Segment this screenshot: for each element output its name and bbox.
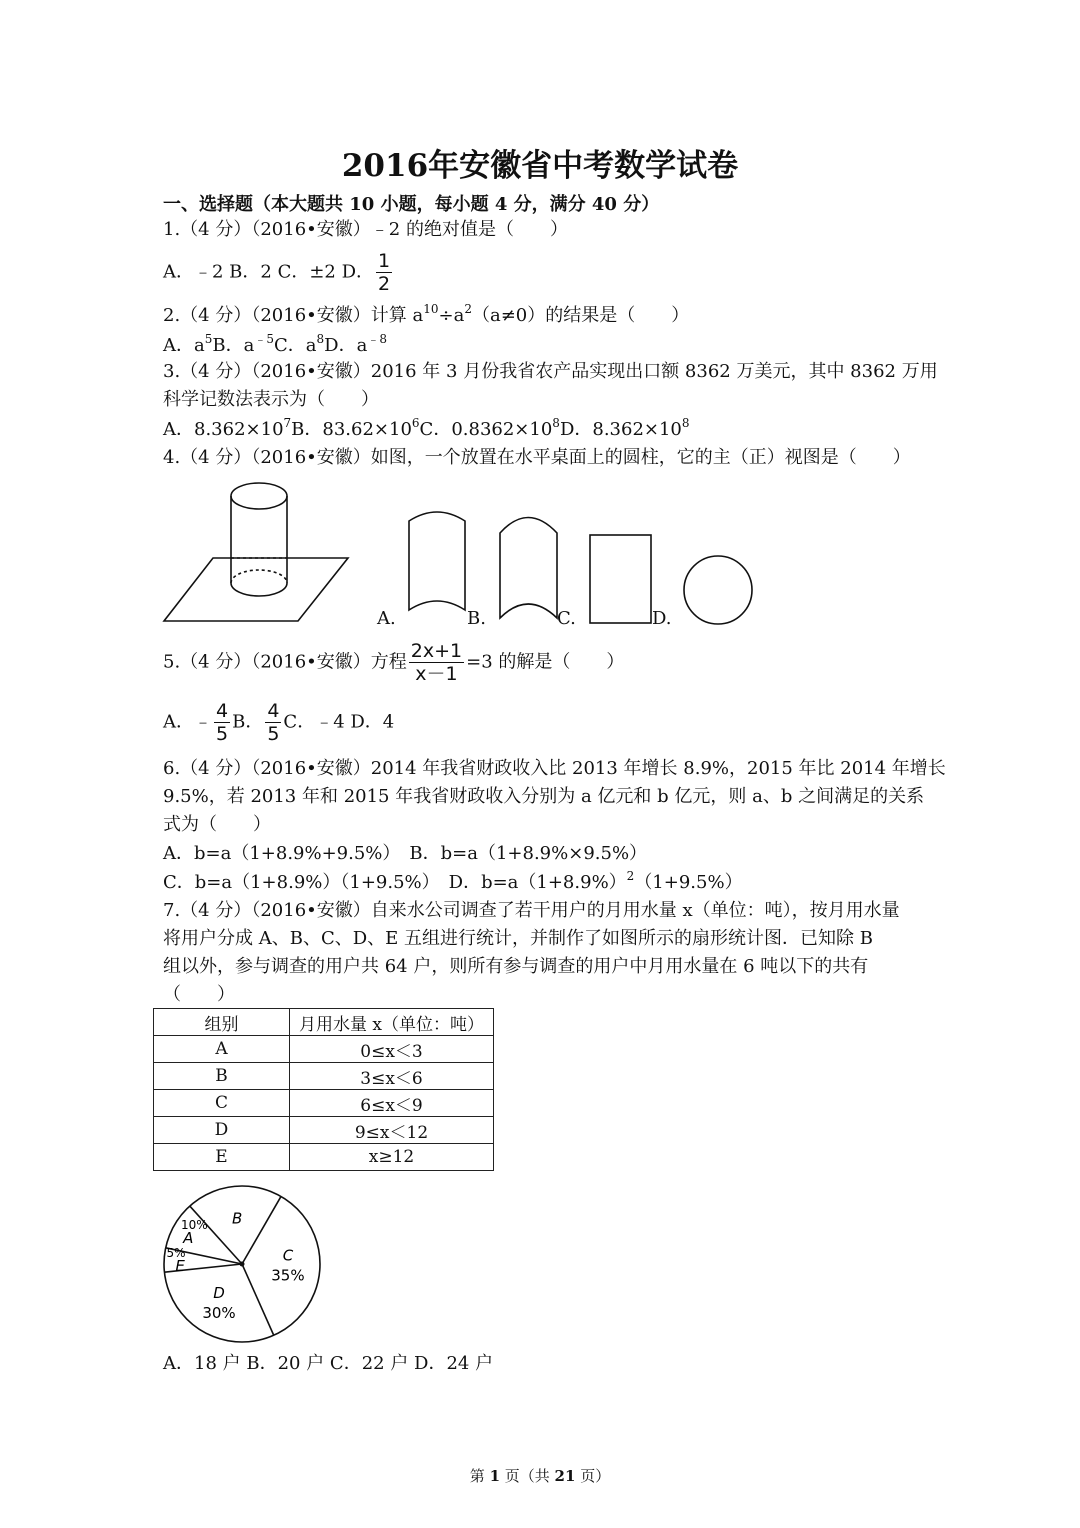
question-6-line2: 9.5%，若 2013 年和 2015 年我省财政收入分别为 a 亿元和 b 亿元，则 a、b 之间满足的关系 bbox=[163, 786, 925, 807]
pie-label-c: C bbox=[282, 1246, 294, 1265]
table-cell: A bbox=[154, 1036, 290, 1063]
q5-stem-part: 5.（4 分）（2016•安徽）方程 bbox=[163, 651, 407, 673]
question-3-line1: 3.（4 分）（2016•安徽）2016 年 3 月份我省农产品实现出口额 8362 万美元，其中 8362 万用 bbox=[163, 361, 938, 382]
q3-option-d: D．8.362×10 bbox=[559, 419, 682, 440]
q2-exponent: 2 bbox=[464, 302, 472, 316]
q2-stem-part: （a≠0）的结果是（ ） bbox=[471, 305, 690, 326]
q5-option-a: A．﹣ bbox=[163, 711, 212, 733]
table-cell: 0≤x＜3 bbox=[290, 1036, 494, 1063]
question-6-options-ab: A．b=a（1+8.9%+9.5%） B．b=a（1+8.9%×9.5%） bbox=[163, 843, 648, 864]
table-row bbox=[154, 1144, 494, 1171]
q5-stem-part: =3 的解是（ ） bbox=[466, 651, 625, 673]
cylinder-bottom-back bbox=[231, 570, 287, 583]
fraction-denominator: 5 bbox=[267, 723, 280, 745]
q2-stem-part: ÷a bbox=[438, 305, 465, 326]
q2-option-b-exp: ﹣5 bbox=[254, 332, 274, 346]
q2-option-c-exp: 8 bbox=[316, 332, 325, 346]
question-1-stem: 1.（4 分）（2016•安徽）﹣2 的绝对值是（ ） bbox=[163, 219, 568, 240]
q3-option-d-exp: 8 bbox=[681, 416, 690, 430]
q2-option-d-exp: ﹣8 bbox=[367, 332, 387, 346]
question-6-options-cd bbox=[163, 871, 743, 895]
total-pages: 21 bbox=[554, 1467, 576, 1485]
q5-options-rest: C．﹣4 D．4 bbox=[283, 711, 395, 733]
option-a-shape bbox=[409, 512, 465, 610]
q2-option-d: D．a bbox=[324, 335, 368, 356]
table-row bbox=[154, 1090, 494, 1117]
pie-value-a: 10% bbox=[180, 1218, 208, 1232]
fraction-numerator: 1 bbox=[378, 250, 391, 272]
q3-option-a-exp: 7 bbox=[283, 416, 292, 430]
q3-option-c: C．0.8362×10 bbox=[419, 419, 553, 440]
table-cell: E bbox=[154, 1144, 290, 1171]
table-cell: 6≤x＜9 bbox=[290, 1090, 494, 1117]
page-title: 2016年安徽省中考数学试卷 bbox=[341, 148, 739, 184]
table-header-row bbox=[154, 1009, 494, 1036]
q1-options-text: A．﹣2 B．2 C．±2 D． bbox=[163, 261, 375, 283]
q4-label-c: C. bbox=[557, 608, 576, 629]
option-d-circle bbox=[684, 556, 752, 624]
footer-text: 第 bbox=[469, 1467, 490, 1485]
question-5-stem bbox=[163, 640, 624, 685]
table-cell: B bbox=[154, 1063, 290, 1090]
pie-slice-boundary-d bbox=[242, 1264, 274, 1335]
fraction-denominator: 2 bbox=[378, 273, 391, 295]
q6-option-d-exp: 2 bbox=[626, 869, 635, 883]
q2-stem-part: 2.（4 分）（2016•安徽）计算 a bbox=[163, 305, 424, 326]
q2-option-c: C．a bbox=[273, 335, 317, 356]
q5-option-b-fraction bbox=[265, 700, 281, 745]
option-c-rectangle bbox=[590, 535, 651, 623]
q3-option-a: A．8.362×10 bbox=[163, 419, 284, 440]
q3-option-b-exp: 6 bbox=[411, 416, 420, 430]
q2-option-b: B．a bbox=[212, 335, 255, 356]
question-6-line3: 式为（ ） bbox=[163, 814, 271, 835]
pie-value-d: 30% bbox=[202, 1303, 236, 1322]
fraction-numerator: 2x+1 bbox=[410, 640, 463, 662]
pie-chart bbox=[162, 1184, 322, 1344]
q5-equation-fraction bbox=[409, 640, 464, 685]
water-usage-table bbox=[153, 1008, 494, 1171]
question-7-line1: 7.（4 分）（2016•安徽）自来水公司调查了若干用户的月用水量 x（单位：吨），按月用水量 bbox=[163, 900, 900, 921]
q2-option-a-exp: 5 bbox=[204, 332, 213, 346]
page-number: 1 bbox=[489, 1467, 500, 1485]
q4-label-a: A. bbox=[377, 608, 396, 629]
table-row bbox=[154, 1063, 494, 1090]
table-cell: D bbox=[154, 1117, 290, 1144]
section-heading: 一、选择题（本大题共 10 小题，每小题 4 分，满分 40 分） bbox=[163, 194, 660, 215]
q2-exponent: 10 bbox=[423, 302, 439, 316]
q6-option-d-end: （1+9.5%） bbox=[634, 872, 743, 893]
table-row bbox=[154, 1117, 494, 1144]
question-6-line1: 6.（4 分）（2016•安徽）2014 年我省财政收入比 2013 年增长 8.9%，2015 年比 2014 年增长 bbox=[163, 758, 946, 779]
pie-label-e: E bbox=[175, 1256, 185, 1275]
pie-label-a: A bbox=[183, 1229, 194, 1247]
table-cell: 9≤x＜12 bbox=[290, 1117, 494, 1144]
question-5-options bbox=[163, 700, 394, 745]
pie-value-c: 35% bbox=[271, 1266, 305, 1285]
cylinder-bottom-front bbox=[231, 583, 287, 596]
table-cell: x≥12 bbox=[290, 1144, 494, 1171]
option-b-shape bbox=[500, 518, 557, 619]
table-cell: 3≤x＜6 bbox=[290, 1063, 494, 1090]
fraction-numerator: 4 bbox=[216, 700, 229, 722]
pie-label-d: D bbox=[213, 1283, 225, 1302]
question-3-line2: 科学记数法表示为（ ） bbox=[163, 389, 379, 410]
q5-option-b: B． bbox=[232, 711, 264, 733]
q2-option-a: A．a bbox=[163, 335, 205, 356]
footer-text: 页） bbox=[575, 1467, 611, 1485]
question-4-stem: 4.（4 分）（2016•安徽）如图，一个放置在水平桌面上的圆柱，它的主（正）视图是（ ） bbox=[163, 447, 911, 468]
question-7-options: A．18 户 B．20 户 C．22 户 D．24 户 bbox=[163, 1353, 494, 1374]
table-row bbox=[154, 1036, 494, 1063]
question-7-line4: （ ） bbox=[163, 984, 235, 1005]
table-plane bbox=[164, 558, 348, 621]
q4-label-d: D. bbox=[652, 608, 672, 629]
pie-label-b: B bbox=[232, 1209, 243, 1228]
q3-option-b: B．83.62×10 bbox=[291, 419, 412, 440]
table-cell: C bbox=[154, 1090, 290, 1117]
fraction-numerator: 4 bbox=[267, 700, 280, 722]
pie-value-e: 5% bbox=[166, 1245, 186, 1260]
fraction-denominator: 5 bbox=[216, 723, 229, 745]
pie-center bbox=[240, 1262, 245, 1267]
table-header-cell: 组别 bbox=[154, 1009, 290, 1036]
q3-option-c-exp: 8 bbox=[552, 416, 560, 430]
q5-option-a-fraction bbox=[214, 700, 230, 745]
fraction-denominator: x－1 bbox=[415, 663, 458, 685]
q6-option-cd: C．b=a（1+8.9%）（1+9.5%） D．b=a（1+8.9%） bbox=[163, 872, 627, 893]
question-7-line2: 将用户分成 A、B、C、D、E 五组进行统计，并制作了如图所示的扇形统计图．已知除 B bbox=[163, 928, 873, 949]
footer-text: 页（共 bbox=[500, 1467, 555, 1485]
q4-label-b: B. bbox=[467, 608, 486, 629]
table-header-cell: 月用水量 x（单位：吨） bbox=[290, 1009, 494, 1036]
question-7-line3: 组以外，参与调查的用户共 64 户，则所有参与调查的用户中月用水量在 6 吨以下的共有 bbox=[163, 956, 869, 977]
page-footer bbox=[0, 1465, 1080, 1486]
pie-slice-boundary-c bbox=[242, 1196, 281, 1264]
cylinder-top bbox=[231, 483, 287, 509]
